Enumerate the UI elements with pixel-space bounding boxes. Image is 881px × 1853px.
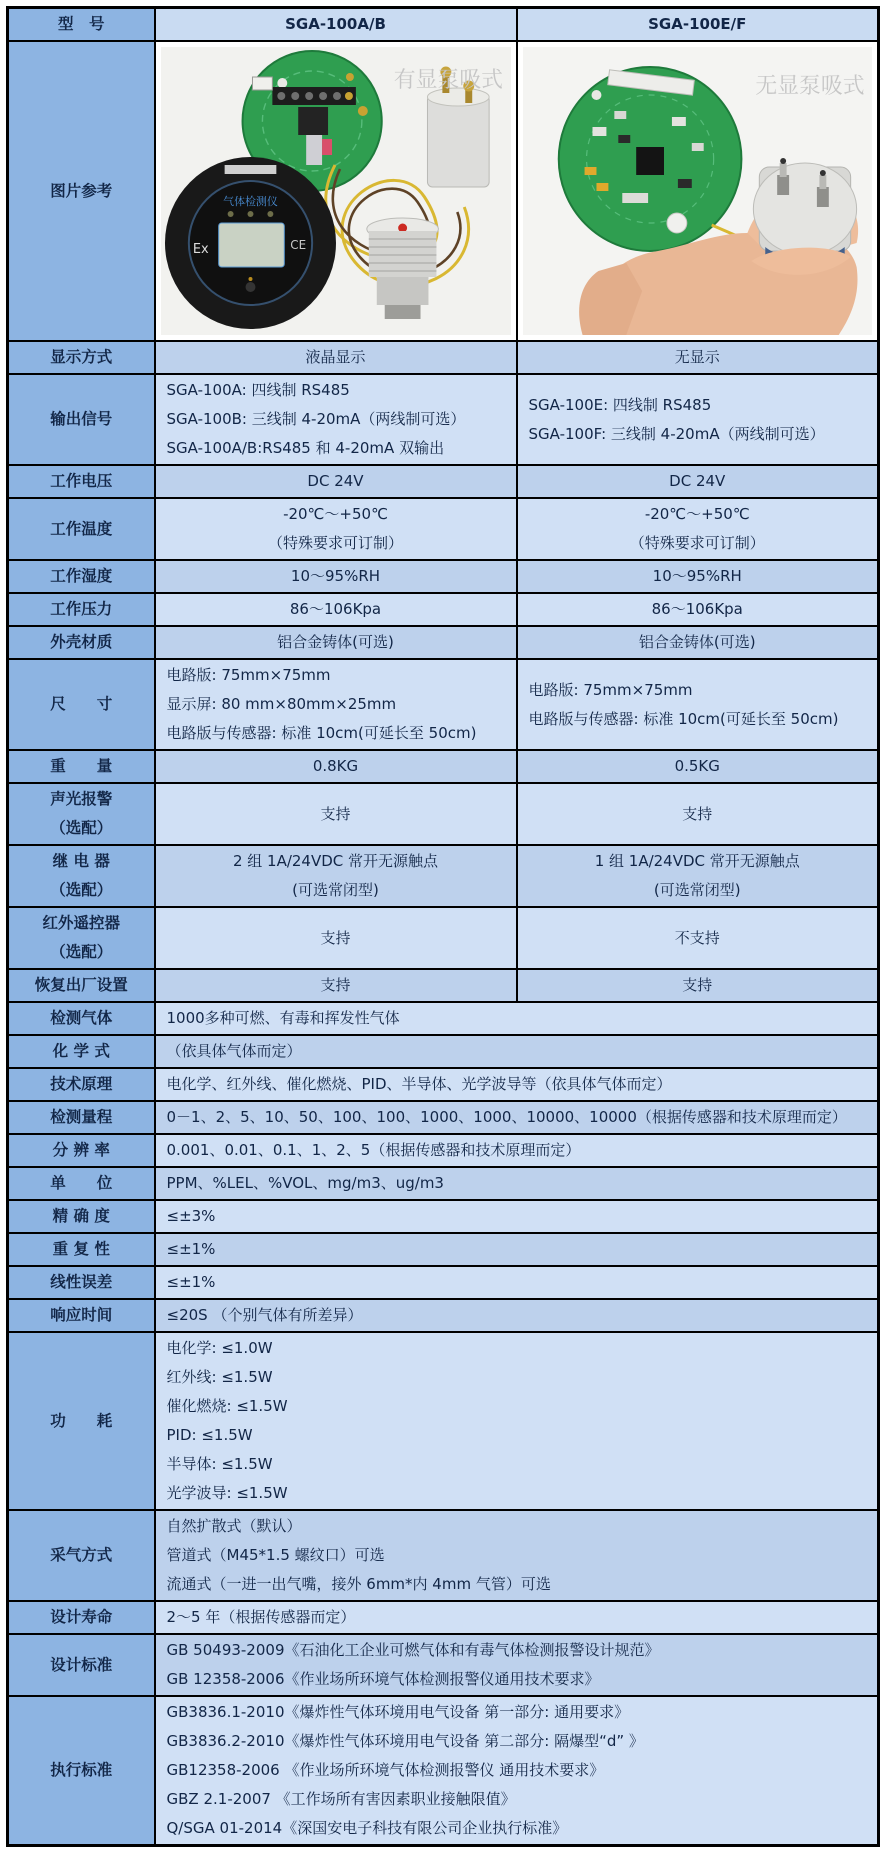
- spec-value-right: 10～95%RH: [517, 560, 879, 593]
- spec-value-right: 铝合金铸体(可选): [517, 626, 879, 659]
- spec-row-units: 单 位 PPM、%LEL、%VOL、mg/m3、ug/m3: [8, 1167, 879, 1200]
- product-photo-left-cell: [155, 41, 517, 341]
- spec-value: 0－1、2、5、10、50、100、100、1000、1000、10000、10000（根据传感器和技术原理而定）: [155, 1101, 879, 1134]
- spec-row-display-mode: 显示方式 液晶显示 无显示: [8, 341, 879, 374]
- watermark-left-text: 有显泵吸式: [393, 67, 503, 94]
- spec-value-left: DC 24V: [155, 465, 517, 498]
- spec-value: 电化学: ≤1.0W 红外线: ≤1.5W 催化燃烧: ≤1.5W PID: ≤1.5W 半导体: ≤1.5W 光学波导: ≤1.5W: [155, 1332, 879, 1510]
- spec-value-left: 铝合金铸体(可选): [155, 626, 517, 659]
- spec-value-left: 液晶显示: [155, 341, 517, 374]
- display-gauge-icon: [164, 157, 335, 329]
- spec-row-design-standards: 设计标准 GB 50493-2009《石油化工企业可燃气体和有毒气体检测报警设计规范》 GB 12358-2006《作业场所环境气体检测报警仪通用技术要求》: [8, 1634, 879, 1696]
- spec-value: （依具体气体而定）: [155, 1035, 879, 1068]
- product-photo-left: [161, 47, 511, 335]
- spec-value-left: -20℃～+50℃ （特殊要求可订制）: [155, 498, 517, 560]
- model-header-row: [8, 8, 879, 42]
- spec-row-linearity-error: 线性误差 ≤±1%: [8, 1266, 879, 1299]
- spec-row-working-humidity: 工作湿度 10～95%RH 10～95%RH: [8, 560, 879, 593]
- spec-row-accuracy: 精 确 度 ≤±3%: [8, 1200, 879, 1233]
- spec-value-left: 2 组 1A/24VDC 常开无源触点 (可选常闭型): [155, 845, 517, 907]
- spec-value: PPM、%LEL、%VOL、mg/m3、ug/m3: [155, 1167, 879, 1200]
- spec-value-left: SGA-100A: 四线制 RS485 SGA-100B: 三线制 4-20mA（两线制可选） SGA-100A/B:RS485 和 4-20mA 双输出: [155, 374, 517, 465]
- spec-value-right: DC 24V: [517, 465, 879, 498]
- spec-value-left: 86～106Kpa: [155, 593, 517, 626]
- spec-row-repeatability: 重 复 性 ≤±1%: [8, 1233, 879, 1266]
- spec-value-right: 1 组 1A/24VDC 常开无源触点 (可选常闭型): [517, 845, 879, 907]
- spec-row-execution-standards: 执行标准 GB3836.1-2010《爆炸性气体环境用电气设备 第一部分: 通用要求》 GB3836.2-2010《爆炸性气体环境用电气设备 第二部分: 隔爆型“d” 》 GB12358-2006 《作业场所环境气体检测报警仪 通用技术要求》 GBZ 2.1-2007 《工作场所有害因素职业接触限值》 Q/SGA 01-2014《深国安电子科技有限公司企业执行标准》: [8, 1696, 879, 1846]
- spec-value: ≤±3%: [155, 1200, 879, 1233]
- spec-value-left: 支持: [155, 969, 517, 1002]
- spec-row-resolution: 分 辨 率 0.001、0.01、0.1、1、2、5（根据传感器和技术原理而定）: [8, 1134, 879, 1167]
- svg-text:气体检测仪: 气体检测仪: [222, 194, 278, 209]
- model-header-label: 型 号: [8, 8, 155, 42]
- spec-row-detection-range: 检测量程 0－1、2、5、10、50、100、100、1000、1000、10000、10000（根据传感器和技术原理而定）: [8, 1101, 879, 1134]
- spec-value-right: 86～106Kpa: [517, 593, 879, 626]
- svg-text:CE: CE: [289, 237, 306, 253]
- spec-value-left: 支持: [155, 783, 517, 845]
- spec-row-working-pressure: 工作压力 86～106Kpa 86～106Kpa: [8, 593, 879, 626]
- spec-value-right: 电路版: 75mm×75mm 电路版与传感器: 标准 10cm(可延长至 50cm): [517, 659, 879, 750]
- spec-value-right: 0.5KG: [517, 750, 879, 783]
- svg-text:Ex: Ex: [192, 241, 209, 258]
- spec-row-response-time: 响应时间 ≤20S （个别气体有所差异）: [8, 1299, 879, 1332]
- spec-value: ≤20S （个别气体有所差异）: [155, 1299, 879, 1332]
- spec-value-right: 支持: [517, 783, 879, 845]
- pcb-board-icon: [558, 67, 741, 251]
- spec-value: ≤±1%: [155, 1233, 879, 1266]
- spec-value: GB3836.1-2010《爆炸性气体环境用电气设备 第一部分: 通用要求》 GB3836.2-2010《爆炸性气体环境用电气设备 第二部分: 隔爆型“d” 》 GB12358-2006 《作业场所环境气体检测报警仪 通用技术要求》 GBZ 2.1-2007 《工作场所有害因素职业接触限值》 Q/SGA 01-2014《深国安电子科技有限公司企业执行标准》: [155, 1696, 879, 1846]
- spec-row-working-voltage: 工作电压 DC 24V DC 24V: [8, 465, 879, 498]
- spec-value: GB 50493-2009《石油化工企业可燃气体和有毒气体检测报警设计规范》 GB 12358-2006《作业场所环境气体检测报警仪通用技术要求》: [155, 1634, 879, 1696]
- spec-value-right: 支持: [517, 969, 879, 1002]
- spec-value-right: 无显示: [517, 341, 879, 374]
- model-name-left: SGA-100A/B: [155, 8, 517, 42]
- spec-row-dimensions: 尺 寸 电路版: 75mm×75mm 显示屏: 80 mm×80mm×25mm 电路版与传感器: 标准 10cm(可延长至 50cm) 电路版: 75mm×75mm 电路版与传感器: 标准 10cm(可延长至 50cm): [8, 659, 879, 750]
- spec-row-working-temperature: 工作温度 -20℃～+50℃ （特殊要求可订制） -20℃～+50℃ （特殊要求可订制）: [8, 498, 879, 560]
- product-photo-right: [523, 47, 873, 335]
- spec-row-weight: 重 量 0.8KG 0.5KG: [8, 750, 879, 783]
- spec-value-right: -20℃～+50℃ （特殊要求可订制）: [517, 498, 879, 560]
- image-reference-row: [8, 41, 879, 341]
- product-photo-right-cell: [517, 41, 879, 341]
- product-photo-left-illustration: [161, 47, 511, 335]
- spec-row-detected-gases: 检测气体 1000多种可燃、有毒和挥发性气体: [8, 1002, 879, 1035]
- spec-value: ≤±1%: [155, 1266, 879, 1299]
- spec-value-left: 10～95%RH: [155, 560, 517, 593]
- spec-value-right: SGA-100E: 四线制 RS485 SGA-100F: 三线制 4-20mA（两线制可选）: [517, 374, 879, 465]
- product-photo-right-illustration: [523, 47, 873, 335]
- spec-row-audible-visual-alarm: 声光报警 （选配） 支持 支持: [8, 783, 879, 845]
- spec-row-chemical-formula: 化 学 式 （依具体气体而定）: [8, 1035, 879, 1068]
- product-spec-table: [6, 6, 880, 1847]
- sensor-cylinder-icon: [366, 218, 438, 319]
- spec-value: 自然扩散式（默认） 管道式（M45*1.5 螺纹口）可选 流通式（一进一出气嘴，接外 6mm*内 4mm 气管）可选: [155, 1510, 879, 1601]
- spec-value-left: 0.8KG: [155, 750, 517, 783]
- spec-value-right: 不支持: [517, 907, 879, 969]
- spec-row-factory-reset: 恢复出厂设置 支持 支持: [8, 969, 879, 1002]
- spec-row-relay: 继 电 器 （选配） 2 组 1A/24VDC 常开无源触点 (可选常闭型) 1 组 1A/24VDC 常开无源触点 (可选常闭型): [8, 845, 879, 907]
- spec-row-shell-material: 外壳材质 铝合金铸体(可选) 铝合金铸体(可选): [8, 626, 879, 659]
- spec-value-left: 支持: [155, 907, 517, 969]
- spec-value: 电化学、红外线、催化燃烧、PID、半导体、光学波导等（依具体气体而定）: [155, 1068, 879, 1101]
- image-row-label: 图片参考: [8, 41, 155, 341]
- spec-row-ir-remote: 红外遥控器 （选配） 支持 不支持: [8, 907, 879, 969]
- spec-value: 1000多种可燃、有毒和挥发性气体: [155, 1002, 879, 1035]
- watermark-right-text: 无显泵吸式: [754, 73, 865, 100]
- spec-value: 2～5 年（根据传感器而定）: [155, 1601, 879, 1634]
- spec-row-power-consumption: 功 耗 电化学: ≤1.0W 红外线: ≤1.5W 催化燃烧: ≤1.5W PID: ≤1.5W 半导体: ≤1.5W 光学波导: ≤1.5W: [8, 1332, 879, 1510]
- model-name-right: SGA-100E/F: [517, 8, 879, 42]
- spec-row-technical-principle: 技术原理 电化学、红外线、催化燃烧、PID、半导体、光学波导等（依具体气体而定）: [8, 1068, 879, 1101]
- spec-value: 0.001、0.01、0.1、1、2、5（根据传感器和技术原理而定）: [155, 1134, 879, 1167]
- spec-row-output-signal: 输出信号 SGA-100A: 四线制 RS485 SGA-100B: 三线制 4-20mA（两线制可选） SGA-100A/B:RS485 和 4-20mA 双输出 SGA-100E: 四线制 RS485 SGA-100F: 三线制 4-20mA（两线制可选）: [8, 374, 879, 465]
- spec-row-design-life: 设计寿命 2～5 年（根据传感器而定）: [8, 1601, 879, 1634]
- spec-row-sampling-method: 采气方式 自然扩散式（默认） 管道式（M45*1.5 螺纹口）可选 流通式（一进一出气嘴，接外 6mm*内 4mm 气管）可选: [8, 1510, 879, 1601]
- spec-value-left: 电路版: 75mm×75mm 显示屏: 80 mm×80mm×25mm 电路版与传感器: 标准 10cm(可延长至 50cm): [155, 659, 517, 750]
